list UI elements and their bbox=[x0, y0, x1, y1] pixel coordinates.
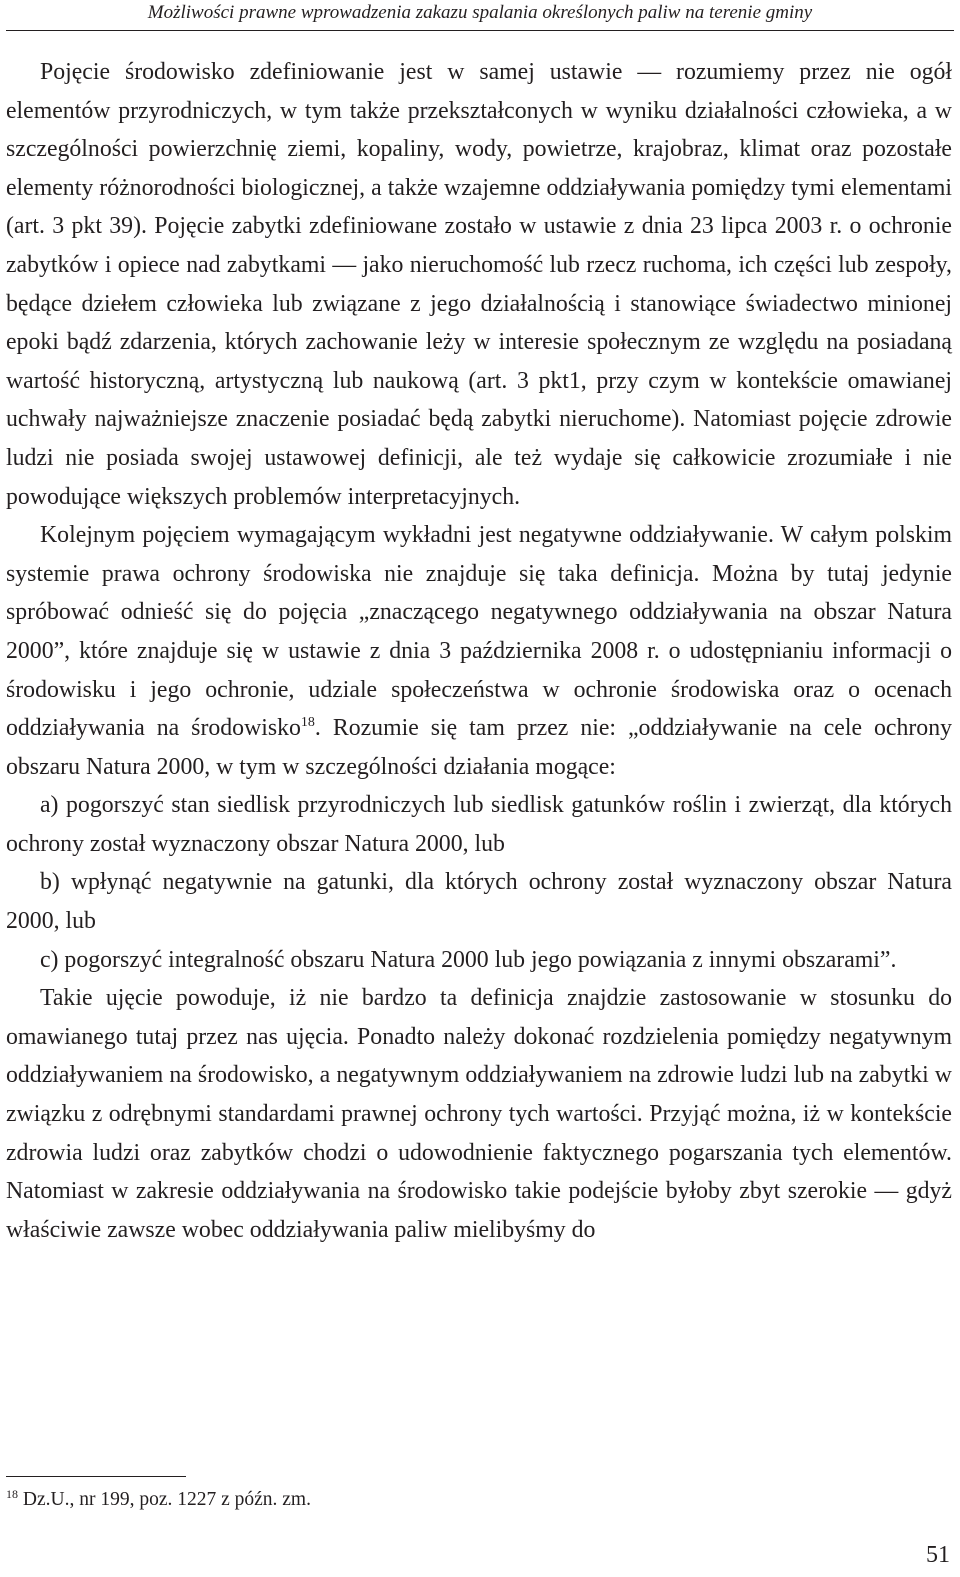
paragraph-definitions: Pojęcie środowisko zdefiniowanie jest w samej ustawie — rozumiemy przez nie ogół elementów przyrodniczych, w tym także przekształconych w wyniku działalności człowieka, a w szczególności powierzchnię ziemi, kopaliny, wody, powietrze, krajobraz, klimat oraz pozostałe elementy różnorodności biologicznej, a także wzajemne oddziaływania pomiędzy tymi elementami (art. 3 pkt 39). Pojęcie zabytki zdefiniowane zostało w ustawie z dnia 23 lipca 2003 r. o ochronie zabytków i opiece nad zabytkami — jako nieruchomość lub rzecz ruchoma, ich części lub zespoły, będące dziełem człowieka lub związane z jego działalnością i stanowiące świadectwo minionej epoki bądź zdarzenia, których zachowanie leży w interesie społecznym ze względu na posiadaną wartość historyczną, artystyczną lub naukową (art. 3 pkt1, przy czym w kontekście omawianej uchwały najważniejsze znaczenie posiadać będą zabytki nieruchome). Natomiast pojęcie zdrowie ludzi nie posiada swojej ustawowej definicji, ale też wydaje się całkowicie zrozumiałe i nie powodujące większych problemów interpretacyjnych. bbox=[6, 59, 952, 510]
body-text bbox=[6, 53, 952, 1249]
running-header: Możliwości prawne wprowadzenia zakazu spalania określonych paliw na terenie gminy bbox=[6, 0, 954, 31]
paragraph-conclusion: Takie ujęcie powoduje, iż nie bardzo ta definicja znajdzie zastosowanie w stosunku do omawianego tutaj przez nas ujęcia. Ponadto należy dokonać rozdzielenia pomiędzy negatywnym oddziaływaniem na środowisko, a negatywnym oddziaływaniem na zdrowie ludzi lub na zabytki w związku z odrębnymi standardami prawnej ochrony tych wartości. Przyjąć można, iż w kontekście zdrowia ludzi oraz zabytków chodzi o udowodnienie faktycznego pogarszania tych elementów. Natomiast w zakresie oddziaływania na środowisko takie podejście byłoby zbyt szerokie — gdyż właściwie zawsze wobec oddziaływania paliw mielibyśmy do bbox=[6, 985, 952, 1243]
list-item-a: a) pogorszyć stan siedlisk przyrodniczych lub siedlisk gatunków roślin i zwierząt, dla których ochrony został wyznaczony obszar Natura 2000, lub bbox=[6, 792, 952, 857]
footnote-text: Dz.U., nr 199, poz. 1227 z późn. zm. bbox=[18, 1489, 311, 1510]
list-item-b: b) wpłynąć negatywnie na gatunki, dla których ochrony został wyznaczony obszar Natura 2000, lub bbox=[6, 869, 952, 935]
paragraph-text: . Rozumie się tam przez nie: „oddziaływanie na cele ochrony obszaru Natura 2000, w tym w szczególności działania mogące: bbox=[6, 715, 952, 780]
page-number: 51 bbox=[926, 1542, 950, 1568]
footnote-divider bbox=[6, 1476, 186, 1477]
footnote-number: 18 bbox=[6, 1487, 18, 1501]
list-item-c: c) pogorszyć integralność obszaru Natura 2000 lub jego powiązania z innymi obszarami”. bbox=[40, 946, 897, 973]
footnote bbox=[6, 1486, 906, 1514]
paragraph-negative-impact bbox=[6, 516, 952, 786]
footnote-reference: 18 bbox=[300, 715, 315, 731]
paragraph-text: Kolejnym pojęciem wymagającym wykładni jest negatywne oddziaływanie. W całym polskim systemie prawa ochrony środowiska nie znajduje się taka definicja. Można by tutaj jedynie spróbować odnieść się do pojęcia „znaczącego negatywnego oddziaływania na obszar Natura 2000”, które znajduje się w ustawie z dnia 3 października 2008 r. o udostępnianiu informacji o środowisku i jego ochronie, udziale społeczeństwa w ochronie środowiska oraz o ocenach oddziaływania na środowisko bbox=[6, 522, 952, 742]
